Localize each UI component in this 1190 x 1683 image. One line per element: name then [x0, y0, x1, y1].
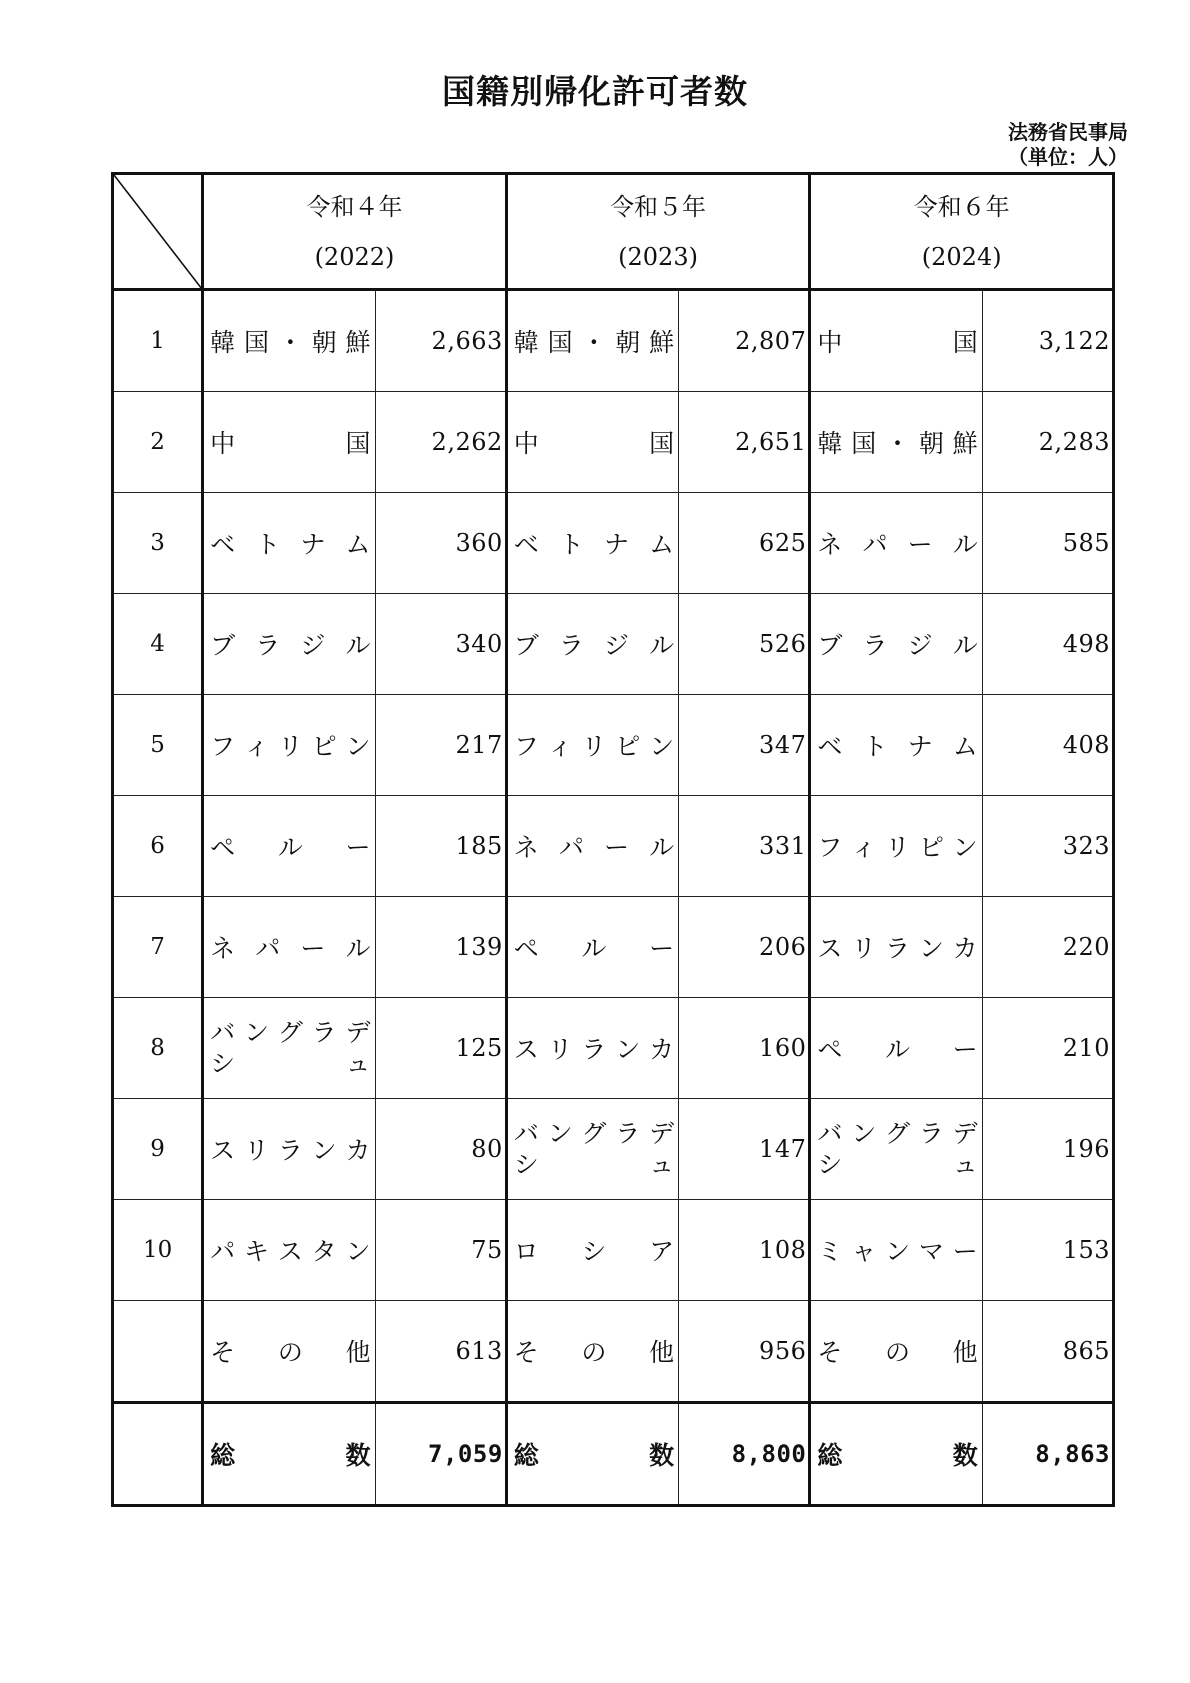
- count-cell: 585: [982, 493, 1113, 594]
- count-cell: 323: [982, 796, 1113, 897]
- total-label-cell: [506, 1403, 678, 1506]
- total-count-cell: 7,059: [375, 1403, 506, 1506]
- country-cell: [810, 290, 982, 392]
- count-cell: 2,663: [375, 290, 506, 392]
- count-cell: 360: [375, 493, 506, 594]
- count-cell: 75: [375, 1200, 506, 1301]
- country-cell: [810, 796, 982, 897]
- count-cell: 206: [679, 897, 810, 998]
- page-title: 国籍別帰化許可者数: [442, 72, 748, 111]
- rank-cell: 10: [113, 1200, 203, 1301]
- rank-cell: 6: [113, 796, 203, 897]
- country-name: 総 数: [513, 1441, 675, 1470]
- year-era: 令和５年: [610, 192, 707, 221]
- rank-cell: 4: [113, 594, 203, 695]
- country-name: 中 国: [817, 328, 978, 357]
- country-name: バ ン グ ラ デ: [513, 1119, 675, 1148]
- count-cell: 125: [375, 998, 506, 1099]
- total-label-cell: [810, 1403, 982, 1506]
- country-name: 総 数: [817, 1441, 978, 1470]
- country-name: シ ュ: [210, 1049, 371, 1078]
- country-name: 韓 国 ・ 朝 鮮: [210, 328, 371, 357]
- country-cell: [810, 493, 982, 594]
- year-header-2024: [810, 174, 1114, 290]
- rank-cell: [113, 1403, 203, 1506]
- country-name: ネ パ ー ル: [210, 934, 371, 963]
- year-western: (2024): [921, 242, 1002, 271]
- country-name: 中 国: [210, 429, 371, 458]
- country-cell: [810, 594, 982, 695]
- country-name: ネ パ ー ル: [513, 833, 675, 862]
- country-cell: [203, 695, 375, 796]
- country-cell: [203, 998, 375, 1099]
- country-name: ス リ ラ ン カ: [513, 1035, 675, 1064]
- count-cell: 160: [679, 998, 810, 1099]
- country-name: ブ ラ ジ ル: [513, 631, 675, 660]
- rank-cell: [113, 1301, 203, 1403]
- country-name: フ ィ リ ピ ン: [210, 732, 371, 761]
- country-cell: [506, 1200, 678, 1301]
- country-cell: [506, 594, 678, 695]
- table-row: [113, 1099, 1114, 1200]
- corner-cell: [113, 174, 203, 290]
- year-header-2022: [203, 174, 507, 290]
- country-name: ミ ャ ン マ ー: [817, 1237, 978, 1266]
- country-cell: [506, 897, 678, 998]
- country-cell: [506, 998, 678, 1099]
- rank-cell: 9: [113, 1099, 203, 1200]
- country-cell: [506, 392, 678, 493]
- country-name: ベ ト ナ ム: [210, 530, 371, 559]
- count-cell: 347: [679, 695, 810, 796]
- count-cell: 625: [679, 493, 810, 594]
- country-name: ペ ル ー: [513, 934, 675, 963]
- rank-cell: 8: [113, 998, 203, 1099]
- country-cell: [203, 897, 375, 998]
- count-cell: 185: [375, 796, 506, 897]
- count-cell: 80: [375, 1099, 506, 1200]
- country-cell: [203, 1301, 375, 1403]
- country-name: そ の 他: [513, 1338, 675, 1367]
- total-count-cell: 8,863: [982, 1403, 1113, 1506]
- country-cell: [506, 493, 678, 594]
- total-row: [113, 1403, 1114, 1506]
- count-cell: 3,122: [982, 290, 1113, 392]
- country-cell: [203, 1200, 375, 1301]
- country-name: 総 数: [210, 1441, 371, 1470]
- total-label-cell: [203, 1403, 375, 1506]
- table-row: [113, 1301, 1114, 1403]
- country-name: ブ ラ ジ ル: [210, 631, 371, 660]
- unit-note: （単位：人）: [1008, 145, 1128, 169]
- country-cell: [810, 695, 982, 796]
- count-cell: 147: [679, 1099, 810, 1200]
- count-cell: 217: [375, 695, 506, 796]
- country-name: バ ン グ ラ デ: [817, 1119, 978, 1148]
- country-name: ベ ト ナ ム: [817, 732, 978, 761]
- country-cell: [810, 1099, 982, 1200]
- country-name: ネ パ ー ル: [817, 530, 978, 559]
- country-name: ロ シ ア: [513, 1237, 675, 1266]
- country-cell: [506, 1099, 678, 1200]
- country-name: 韓 国 ・ 朝 鮮: [513, 328, 675, 357]
- country-cell: [203, 290, 375, 392]
- country-name: 中 国: [513, 429, 675, 458]
- rank-cell: 7: [113, 897, 203, 998]
- table-row: [113, 695, 1114, 796]
- country-name: そ の 他: [817, 1338, 978, 1367]
- table-row: [113, 796, 1114, 897]
- count-cell: 2,807: [679, 290, 810, 392]
- country-cell: [203, 594, 375, 695]
- country-cell: [506, 1301, 678, 1403]
- year-header-2023: [506, 174, 810, 290]
- count-cell: 210: [982, 998, 1113, 1099]
- table-row: [113, 897, 1114, 998]
- count-cell: 865: [982, 1301, 1113, 1403]
- table-row: [113, 392, 1114, 493]
- country-name: シ ュ: [513, 1150, 675, 1179]
- country-name: ス リ ラ ン カ: [210, 1136, 371, 1165]
- count-cell: 2,283: [982, 392, 1113, 493]
- source-agency: 法務省民事局: [1008, 120, 1128, 144]
- country-name: そ の 他: [210, 1338, 371, 1367]
- country-cell: [203, 392, 375, 493]
- table-row: [113, 290, 1114, 392]
- diagonal-line: [114, 175, 201, 288]
- count-cell: 2,262: [375, 392, 506, 493]
- count-cell: 340: [375, 594, 506, 695]
- country-cell: [203, 796, 375, 897]
- rank-cell: 2: [113, 392, 203, 493]
- year-era: 令和６年: [913, 192, 1010, 221]
- count-cell: 196: [982, 1099, 1113, 1200]
- country-cell: [810, 897, 982, 998]
- rank-cell: 1: [113, 290, 203, 392]
- count-cell: 526: [679, 594, 810, 695]
- country-name: ブ ラ ジ ル: [817, 631, 978, 660]
- count-cell: 139: [375, 897, 506, 998]
- rank-cell: 3: [113, 493, 203, 594]
- table-row: [113, 594, 1114, 695]
- country-name: ペ ル ー: [817, 1035, 978, 1064]
- country-cell: [203, 493, 375, 594]
- country-name: バ ン グ ラ デ: [210, 1018, 371, 1047]
- naturalization-table: [111, 172, 1115, 1507]
- country-cell: [203, 1099, 375, 1200]
- year-western: (2023): [618, 242, 698, 271]
- country-name: ペ ル ー: [210, 833, 371, 862]
- count-cell: 331: [679, 796, 810, 897]
- country-cell: [810, 1301, 982, 1403]
- count-cell: 153: [982, 1200, 1113, 1301]
- header-row: [113, 174, 1114, 290]
- count-cell: 408: [982, 695, 1113, 796]
- country-name: フ ィ リ ピ ン: [817, 833, 978, 862]
- table-row: [113, 998, 1114, 1099]
- year-era: 令和４年: [306, 192, 403, 221]
- year-western: (2022): [314, 242, 395, 271]
- count-cell: 220: [982, 897, 1113, 998]
- count-cell: 2,651: [679, 392, 810, 493]
- count-cell: 956: [679, 1301, 810, 1403]
- country-name: 韓 国 ・ 朝 鮮: [817, 429, 978, 458]
- country-name: フ ィ リ ピ ン: [513, 732, 675, 761]
- count-cell: 498: [982, 594, 1113, 695]
- country-cell: [810, 1200, 982, 1301]
- country-name: シ ュ: [817, 1150, 978, 1179]
- country-name: パ キ ス タ ン: [210, 1237, 371, 1266]
- country-cell: [506, 290, 678, 392]
- table-row: [113, 493, 1114, 594]
- country-cell: [810, 998, 982, 1099]
- country-cell: [810, 392, 982, 493]
- country-cell: [506, 796, 678, 897]
- country-name: ス リ ラ ン カ: [817, 934, 978, 963]
- total-count-cell: 8,800: [679, 1403, 810, 1506]
- table-row: [113, 1200, 1114, 1301]
- count-cell: 108: [679, 1200, 810, 1301]
- country-name: ベ ト ナ ム: [513, 530, 675, 559]
- source-note: [1008, 120, 1128, 170]
- country-cell: [506, 695, 678, 796]
- rank-cell: 5: [113, 695, 203, 796]
- count-cell: 613: [375, 1301, 506, 1403]
